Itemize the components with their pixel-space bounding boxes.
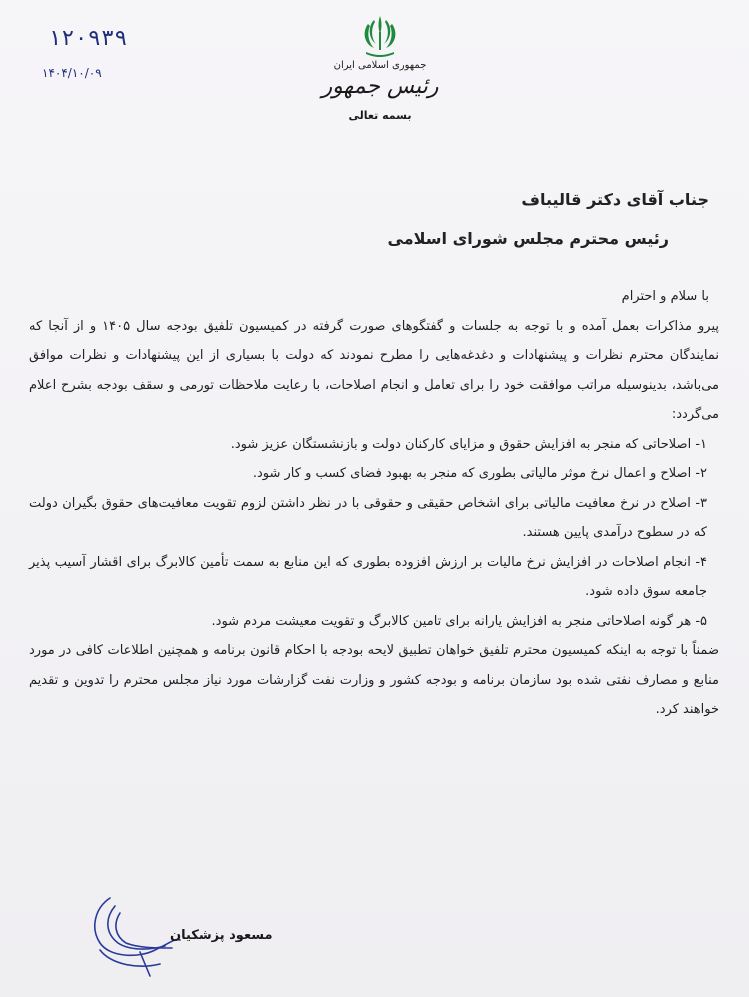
addressee-name: جناب آقای دکتر قالیباف (521, 190, 709, 209)
list-item: ۳- اصلاح در نرخ معافیت مالیاتی برای اشخاص حقیقی و حقوقی با در نظر داشتن لزوم تقویت معافیت‌های حقوق بگیران دولت که در سطوح درآمدی پایین هستند. (29, 495, 707, 540)
office-title: رئیس جمهور (321, 74, 439, 99)
iran-emblem-icon (358, 12, 402, 58)
letterhead (300, 12, 460, 122)
list-item: ۵- هر گونه اصلاحاتی منجر به افزایش یارانه برای تامین کالابرگ و تقویت معیشت مردم شود. (211, 613, 707, 629)
addressee-block (388, 190, 709, 248)
list-item: ۲- اصلاح و اعمال نرخ موثر مالیاتی بطوری که منجر به بهبود فضای کسب و کار شود. (252, 466, 707, 481)
greeting: با سلام و احترام (621, 289, 709, 304)
reference-number: ۱۲۰۹۳۹ (48, 26, 128, 51)
list-item: ۴- انجام اصلاحات در افزایش نرخ مالیات بر ارزش افزوده بطوری که این منابع به سمت تأمین کالابرگ برای اقشار آسیب پذیر جامعه سوق داده شود. (29, 554, 707, 599)
closing-paragraph: ضمناً با توجه به اینکه کمیسیون محترم تلفیق خواهان تطبیق لایحه بودجه با احکام قانون برنامه و همچنین اطلاعات کافی در مورد منابع و مصارف نفتی شده بود سازمان برنامه و بودجه کشور و وزارت نفت گزارشات مورد نیاز مجلس محترم را تدوین و تقدیم خواهند کرد. (29, 643, 719, 717)
list-item: ۱- اصلاحاتی که منجر به افزایش حقوق و مزایای کارکنان دولت و بازنشستگان عزیز شود. (230, 436, 707, 452)
reference-date: ۱۴۰۴/۱۰/۰۹ (42, 66, 102, 80)
intro-paragraph: پیرو مذاکرات بعمل آمده و با توجه به جلسات و گفتگوهای صورت گرفته در کمیسیون تلفیق بودجه سال ۱۴۰۵ و از آنجا که نمایندگان محترم نظرات و پیشنهادات و دغدغه‌هایی را مطرح نمودند که دولت با بسیاری از این پیشنهادات و نظرات موافق می‌باشد، بدینوسیله مراتب موافقت خود را برای تعامل و انجام اصلاحات، با رعایت ملاحظات تورمی و سقف بودجه بشرح اعلام می‌گردد: (29, 318, 719, 422)
addressee-title: رئیس محترم مجلس شورای اسلامی (387, 229, 669, 248)
signer-name: مسعود پزشکیان (170, 928, 273, 943)
invocation: بسمه تعالی (348, 109, 412, 122)
country-label: جمهوری اسلامی ایران (333, 60, 427, 71)
letter-body (29, 282, 719, 725)
